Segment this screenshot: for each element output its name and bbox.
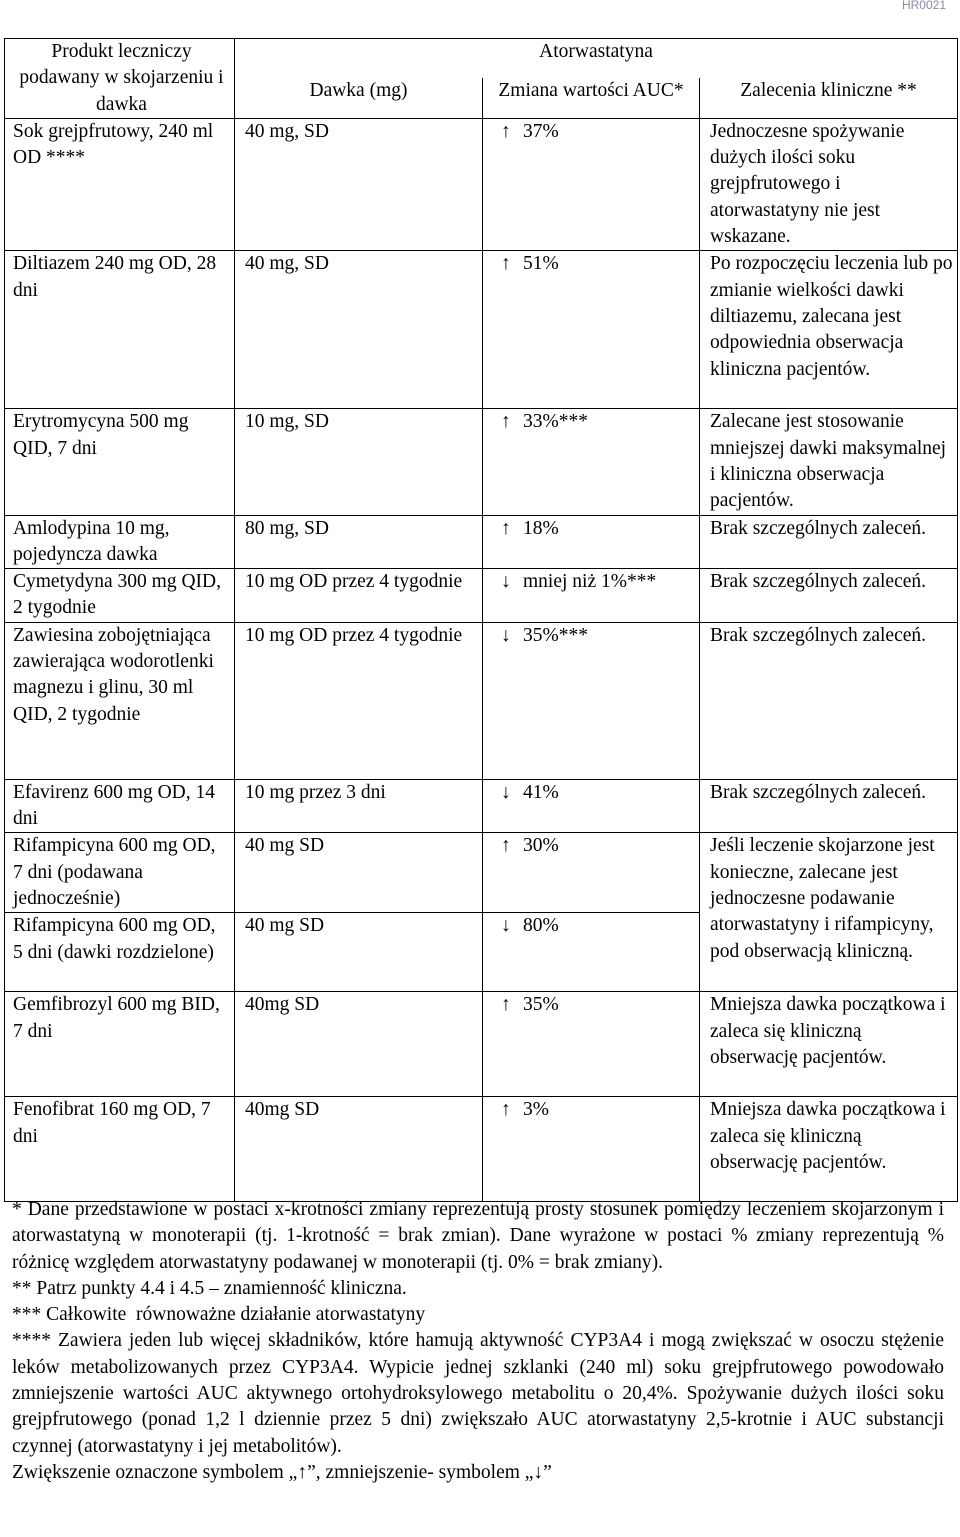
table-row [5, 118, 958, 250]
table-row [5, 515, 958, 569]
product-cell: Fenofibrat 160 mg OD, 7 dni [5, 1097, 235, 1202]
product-cell: Rifampicyna 600 mg OD, 7 dni (podawana jednocześnie) [5, 833, 235, 913]
dose-cell: 40 mg, SD [235, 251, 483, 409]
auc-change-cell [483, 569, 700, 623]
header-dose: Dawka (mg) [235, 78, 483, 118]
product-cell: Sok grejpfrutowy, 240 ml OD **** [5, 118, 235, 250]
dose-cell: 10 mg OD przez 4 tygodnie [235, 622, 483, 779]
auc-change-value: 37% [523, 120, 559, 142]
table-row [5, 1097, 958, 1202]
change-arrow-icon: ↓ [501, 571, 511, 593]
auc-change-value: 35%*** [523, 624, 588, 646]
auc-change-cell [483, 833, 700, 913]
change-arrow-icon: ↑ [501, 517, 511, 539]
auc-change-value: 18% [523, 517, 559, 539]
header-auc-change: Zmiana wartości AUC* [483, 78, 700, 118]
auc-change-cell [483, 409, 700, 515]
table-row [5, 569, 958, 623]
auc-change-value: 30% [523, 835, 559, 857]
auc-change-value: 3% [523, 1099, 549, 1121]
dose-cell: 40mg SD [235, 992, 483, 1097]
footnote-1: * Dane przedstawione w postaci x-krotności zmiany reprezentują prosty stosunek pomiędzy leczeniem skojarzonym i atorwastatyną w monoterapii (tj. 1-krotność = brak zmian). Dane wyrażone w postaci % zmiany reprezentują % różnicę względem atorwastatyny podawanej w monoterapii (tj. 0% = brak zmiany). [12, 1199, 944, 1273]
product-cell: Rifampicyna 600 mg OD, 5 dni (dawki rozdzielone) [5, 913, 235, 992]
product-cell: Zawiesina zobojętniająca zawierająca wodorotlenki magnezu i glinu, 30 ml QID, 2 tygodnie [5, 622, 235, 779]
product-cell: Amlodypina 10 mg, pojedyncza dawka [5, 515, 235, 569]
product-cell: Cymetydyna 300 mg QID, 2 tygodnie [5, 569, 235, 623]
dose-cell: 80 mg, SD [235, 515, 483, 569]
recommendation-cell: Brak szczególnych zaleceń. [700, 569, 958, 623]
footnote-3: *** Całkowite równoważne działanie atorwastatyny [12, 1304, 426, 1326]
table-row [5, 779, 958, 833]
product-cell: Diltiazem 240 mg OD, 28 dni [5, 251, 235, 409]
table-header-row [5, 39, 958, 79]
interactions-table [4, 38, 958, 1202]
change-arrow-icon: ↑ [501, 411, 511, 433]
recommendation-cell: Po rozpoczęciu leczenia lub po zmianie wielkości dawki diltiazemu, zalecana jest odpowiednia obserwacja kliniczna pacjentów. [700, 251, 958, 409]
recommendation-cell: Brak szczególnych zaleceń. [700, 622, 958, 779]
dose-cell: 10 mg OD przez 4 tygodnie [235, 569, 483, 623]
footnote-4: **** Zawiera jeden lub więcej składników, które hamują aktywność CYP3A4 i mogą zwiększać w osoczu stężenie leków metabolizowanych przez CYP3A4. Wypicie jednej szklanki (240 ml) soku grejpfrutowego powodowało zmniejszenie wartości AUC aktywnego ortohydroksylowego metabolitu o 20,4%. Spożywanie dużych ilości soku grejpfrutowego (ponad 1,2 l dziennie przez 5 dni) zwiększało AUC atorwastatyny 2,5-krotnie i AUC substancji czynnej (atorwastatyny i jej metabolitów). [12, 1330, 944, 1457]
footnotes [12, 1197, 944, 1486]
change-arrow-icon: ↓ [501, 781, 511, 803]
auc-change-cell [483, 622, 700, 779]
header-atorvastatin: Atorwastatyna [235, 39, 958, 79]
auc-change-cell [483, 118, 700, 250]
table-row [5, 833, 958, 913]
auc-change-cell [483, 913, 700, 992]
header-product: Produkt leczniczy podawany w skojarzeniu i dawka [5, 39, 235, 119]
auc-change-cell [483, 779, 700, 833]
recommendation-cell: Brak szczególnych zaleceń. [700, 515, 958, 569]
change-arrow-icon: ↑ [501, 120, 511, 142]
change-arrow-icon: ↑ [501, 1099, 511, 1121]
product-cell: Gemfibrozyl 600 mg BID, 7 dni [5, 992, 235, 1097]
dose-cell: 10 mg przez 3 dni [235, 779, 483, 833]
change-arrow-icon: ↑ [501, 835, 511, 857]
auc-change-value: 33%*** [523, 411, 588, 433]
dose-cell: 40 mg, SD [235, 118, 483, 250]
auc-change-value: mniej niż 1%*** [523, 571, 657, 593]
dose-cell: 40mg SD [235, 1097, 483, 1202]
auc-change-value: 41% [523, 781, 559, 803]
recommendation-cell-rifampicin: Jeśli leczenie skojarzone jest konieczne, zalecane jest jednoczesne podawanie atorwastatyny i rifampicyny, pod obserwacją kliniczną. [700, 833, 958, 992]
recommendation-cell: Brak szczególnych zaleceń. [700, 779, 958, 833]
table-row [5, 251, 958, 409]
table-row [5, 992, 958, 1097]
header-recommendations: Zalecenia kliniczne ** [700, 78, 958, 118]
auc-change-cell [483, 515, 700, 569]
recommendation-cell: Jednoczesne spożywanie dużych ilości soku grejpfrutowego i atorwastatyny nie jest wskazane. [700, 118, 958, 250]
auc-change-cell [483, 251, 700, 409]
change-arrow-icon: ↓ [501, 915, 511, 937]
auc-change-value: 80% [523, 915, 559, 937]
recommendation-cell: Zalecane jest stosowanie mniejszej dawki maksymalnej i kliniczna obserwacja pacjentów. [700, 409, 958, 515]
auc-change-value: 51% [523, 253, 559, 275]
recommendation-cell: Mniejsza dawka początkowa i zaleca się kliniczną obserwację pacjentów. [700, 992, 958, 1097]
change-arrow-icon: ↓ [501, 624, 511, 646]
table-row [5, 622, 958, 779]
product-cell: Erytromycyna 500 mg QID, 7 dni [5, 409, 235, 515]
product-cell: Efavirenz 600 mg OD, 14 dni [5, 779, 235, 833]
document-code: HR0021 [901, 0, 946, 12]
change-arrow-icon: ↑ [501, 994, 511, 1016]
auc-change-cell [483, 1097, 700, 1202]
footnote-symbols: Zwiększenie oznaczone symbolem „↑”, zmniejszenie- symbolem „↓” [12, 1461, 552, 1483]
dose-cell: 40 mg SD [235, 833, 483, 913]
dose-cell: 40 mg SD [235, 913, 483, 992]
change-arrow-icon: ↑ [501, 253, 511, 275]
auc-change-value: 35% [523, 994, 559, 1016]
dose-cell: 10 mg, SD [235, 409, 483, 515]
table-row [5, 409, 958, 515]
recommendation-cell: Mniejsza dawka początkowa i zaleca się kliniczną obserwację pacjentów. [700, 1097, 958, 1202]
footnote-2: ** Patrz punkty 4.4 i 4.5 – znamienność kliniczna. [12, 1277, 407, 1299]
auc-change-cell [483, 992, 700, 1097]
